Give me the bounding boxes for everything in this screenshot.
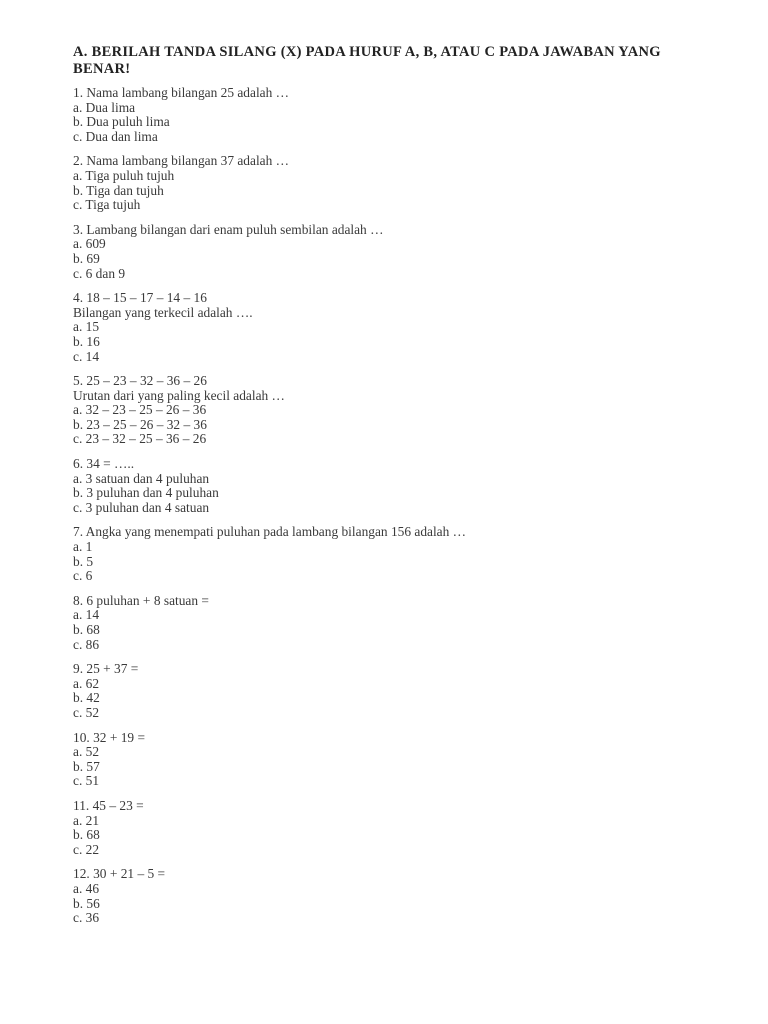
answer-option-c: c. 36	[73, 910, 100, 926]
question-text: 9. 25 + 37 =	[73, 661, 139, 677]
answer-option-c: c. Tiga tujuh	[73, 197, 141, 213]
answer-option-c: c. 23 – 32 – 25 – 36 – 26	[73, 431, 207, 447]
answer-option-a: a. 3 satuan dan 4 puluhan	[73, 470, 210, 486]
question-10	[73, 731, 713, 789]
question-text: 7. Angka yang menempati puluhan pada lambang bilangan 156 adalah …	[73, 524, 467, 540]
worksheet	[73, 44, 713, 936]
answer-option-b: b. 68	[73, 622, 100, 637]
answer-option-c: c. 51	[73, 773, 100, 789]
answer-option-b: b. 3 puluhan dan 4 puluhan	[73, 485, 219, 501]
answer-option-a: a. 609	[73, 236, 106, 252]
question-4	[73, 291, 713, 364]
question-text: 6. 34 = …..	[73, 456, 135, 472]
answer-option-b: b. 5	[73, 553, 94, 569]
answer-option-c: c. 6	[73, 568, 93, 584]
question-1	[73, 86, 713, 144]
answer-option-b: b. 23 – 25 – 26 – 32 – 36	[73, 416, 207, 432]
answer-option-a: a. Dua lima	[73, 99, 136, 115]
question-subtext: Bilangan yang terkecil adalah ….	[73, 304, 253, 320]
answer-option-b: b. Tiga dan tujuh	[73, 182, 164, 198]
answer-option-c: c. 52	[73, 704, 100, 720]
answer-option-b: b. 57	[73, 758, 100, 774]
question-text: 1. Nama lambang bilangan 25 adalah …	[73, 85, 290, 100]
question-6	[73, 457, 713, 515]
answer-option-c: c. 6 dan 9	[73, 265, 126, 281]
question-text: 3. Lambang bilangan dari enam puluh sembilan adalah …	[73, 221, 384, 237]
answer-option-c: c. 14	[73, 348, 100, 364]
question-subtext: Urutan dari yang paling kecil adalah …	[73, 387, 285, 403]
answer-option-c: c. 22	[73, 841, 100, 857]
answer-option-a: a. 62	[73, 675, 100, 691]
question-text: 5. 25 – 23 – 32 – 36 – 26	[73, 373, 207, 389]
answer-option-a: a. 15	[73, 319, 100, 335]
answer-option-a: a. 32 – 23 – 25 – 26 – 36	[73, 402, 207, 418]
answer-option-b: b. 42	[73, 690, 100, 706]
question-text: 10. 32 + 19 =	[73, 729, 146, 745]
question-2	[73, 154, 713, 212]
answer-option-b: b. 56	[73, 895, 100, 911]
answer-option-b: b. 16	[73, 333, 100, 349]
answer-option-b: b. Dua puluh lima	[73, 114, 170, 130]
question-11	[73, 799, 713, 857]
answer-option-a: a. 21	[73, 812, 100, 828]
answer-option-a: a. 52	[73, 744, 100, 760]
question-text: 2. Nama lambang bilangan 37 adalah …	[73, 153, 290, 169]
answer-option-c: c. 3 puluhan dan 4 satuan	[73, 499, 210, 515]
answer-option-b: b. 69	[73, 250, 100, 266]
question-text: 8. 6 puluhan + 8 satuan =	[73, 592, 209, 608]
question-12	[73, 867, 713, 925]
answer-option-b: b. 68	[73, 827, 100, 843]
question-9	[73, 662, 713, 720]
answer-option-a: a. Tiga puluh tujuh	[73, 167, 175, 183]
answer-option-a: a. 46	[73, 880, 100, 896]
answer-option-c: c. Dua dan lima	[73, 128, 158, 144]
question-7	[73, 525, 713, 583]
answer-option-a: a. 1	[73, 539, 93, 555]
answer-option-c: c. 86	[73, 636, 100, 652]
question-text: 12. 30 + 21 – 5 =	[73, 866, 166, 882]
question-list	[73, 86, 713, 926]
question-8	[73, 594, 713, 652]
answer-option-a: a. 14	[73, 607, 100, 623]
section-heading: A. BERILAH TANDA SILANG (X) PADA HURUF A, B, ATAU C PADA JAWABAN YANG BENAR!	[73, 44, 661, 77]
question-text: 11. 45 – 23 =	[73, 797, 144, 813]
question-text: 4. 18 – 15 – 17 – 14 – 16	[73, 290, 207, 306]
question-5	[73, 374, 713, 447]
question-3	[73, 223, 713, 281]
